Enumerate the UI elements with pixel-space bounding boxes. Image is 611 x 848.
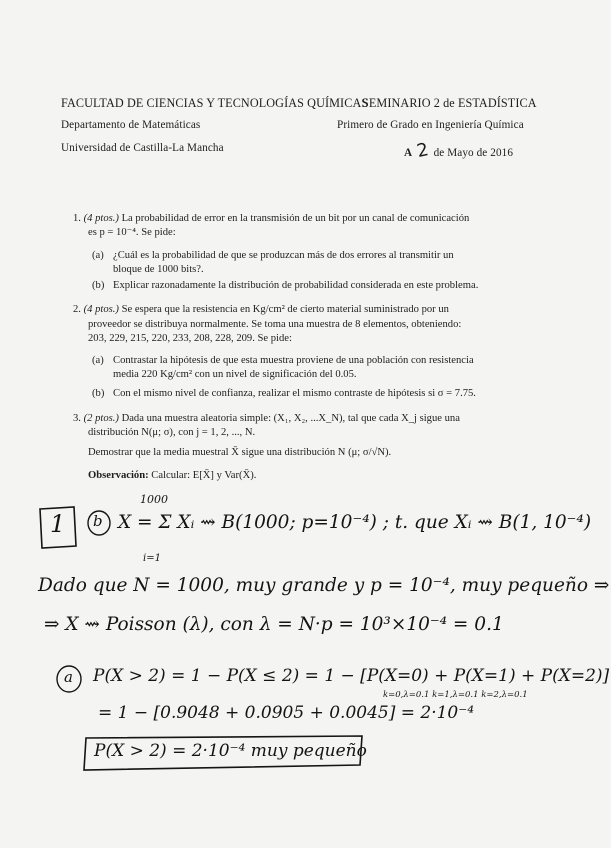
q3-points: (2 ptos.): [83, 413, 119, 424]
date-prefix: A: [404, 147, 413, 159]
hw-line1: X = Σ Xᵢ ⇝ B(1000; p=10⁻⁴) ; t. que Xᵢ ⇝ B(1, 10⁻⁴): [118, 512, 592, 533]
q2-line2: proveedor se distribuya normalmente. Se toma una muestra de 8 elementos, obteniendo:: [88, 319, 462, 330]
q2-b-label: (b): [92, 388, 105, 399]
q3-text1: Dada una muestra aleatoria simple: (X₁, X₂, ...X_N), tal que cada X_j sigue una: [121, 413, 460, 424]
date-suffix: de Mayo de 2016: [433, 147, 514, 159]
hw-line3: ⇒ X ⇝ Poisson (λ), con λ = N·p = 10³×10⁻⁴ = 0.1: [44, 614, 504, 635]
department: Departamento de Matemáticas: [61, 119, 201, 131]
q3-line3: Demostrar que la media muestral X̄ sigue una distribución N (μ; σ/√N).: [88, 447, 392, 458]
q2-a-line2: media 220 Kg/cm² con un nivel de significación del 0.05.: [113, 369, 357, 380]
q2-line3: 203, 229, 215, 220, 233, 208, 228, 209. Se pide:: [88, 333, 292, 344]
q1-a-line2: bloque de 1000 bits?.: [113, 264, 204, 275]
hw-line4-subscripts: k=0,λ=0.1 k=1,λ=0.1 k=2,λ=0.1: [383, 690, 528, 700]
obs-text: Calcular: E[X̄] y Var(X̄).: [151, 470, 257, 481]
q1-a-label: (a): [92, 250, 104, 261]
q2-a-line1: Contrastar la hipótesis de que esta muestra proviene de una población con resistencia: [113, 355, 474, 366]
q1-a-line1: ¿Cuál es la probabilidad de que se produzcan más de dos errores al transmitir un: [113, 250, 454, 261]
q1-number: 1.: [73, 213, 81, 224]
q1-b-line1: Explicar razonadamente la distribución de probabilidad considerada en este problema.: [113, 280, 479, 291]
faculty-title: FACULTAD DE CIENCIAS Y TECNOLOGÍAS QUÍMICAS: [61, 96, 369, 110]
q2-a-label: (a): [92, 355, 104, 366]
hw-line2: Dado que N = 1000, muy grande y p = 10⁻⁴, muy pequeño ⇒: [38, 575, 610, 596]
circled-a: a: [64, 668, 73, 686]
q2-text1: Se espera que la resistencia en Kg/cm² de cierto material suministrado por un: [121, 304, 449, 315]
q3-number: 3.: [73, 413, 81, 424]
q1-text1: La probabilidad de error en la transmisión de un bit por un canal de comunicación: [121, 213, 470, 224]
sum-upper-limit: 1000: [140, 493, 168, 506]
sum-lower-limit: i=1: [143, 553, 161, 564]
q2-b-line1: Con el mismo nivel de confianza, realizar el mismo contraste de hipótesis si σ = 7.75.: [113, 388, 476, 399]
date-day-handwritten: 2: [415, 139, 431, 162]
q2-number: 2.: [73, 304, 81, 315]
hw-line4: P(X > 2) = 1 − P(X ≤ 2) = 1 − [P(X=0) + P(X=1) + P(X=2)]: [93, 666, 610, 686]
boxed-result: P(X > 2) = 2·10⁻⁴ muy pequeño: [94, 741, 367, 761]
hw-line5: = 1 − [0.9048 + 0.0905 + 0.0045] = 2·10⁻⁴: [98, 703, 475, 723]
q1-points: (4 ptos.): [83, 213, 119, 224]
degree: Primero de Grado en Ingeniería Química: [337, 119, 524, 131]
university: Universidad de Castilla-La Mancha: [61, 142, 224, 154]
q1-line2: es p = 10⁻⁴. Se pide:: [88, 227, 176, 238]
q1-b-label: (b): [92, 280, 105, 291]
circled-b: b: [93, 512, 103, 530]
seminar-title: SEMINARIO 2 de ESTADÍSTICA: [362, 96, 537, 110]
q3-line2: distribución N(μ; σ), con j = 1, 2, ..., N.: [88, 427, 256, 438]
boxed-number: 1: [50, 510, 66, 538]
obs-label: Observación:: [88, 470, 149, 481]
q2-points: (4 ptos.): [83, 304, 119, 315]
